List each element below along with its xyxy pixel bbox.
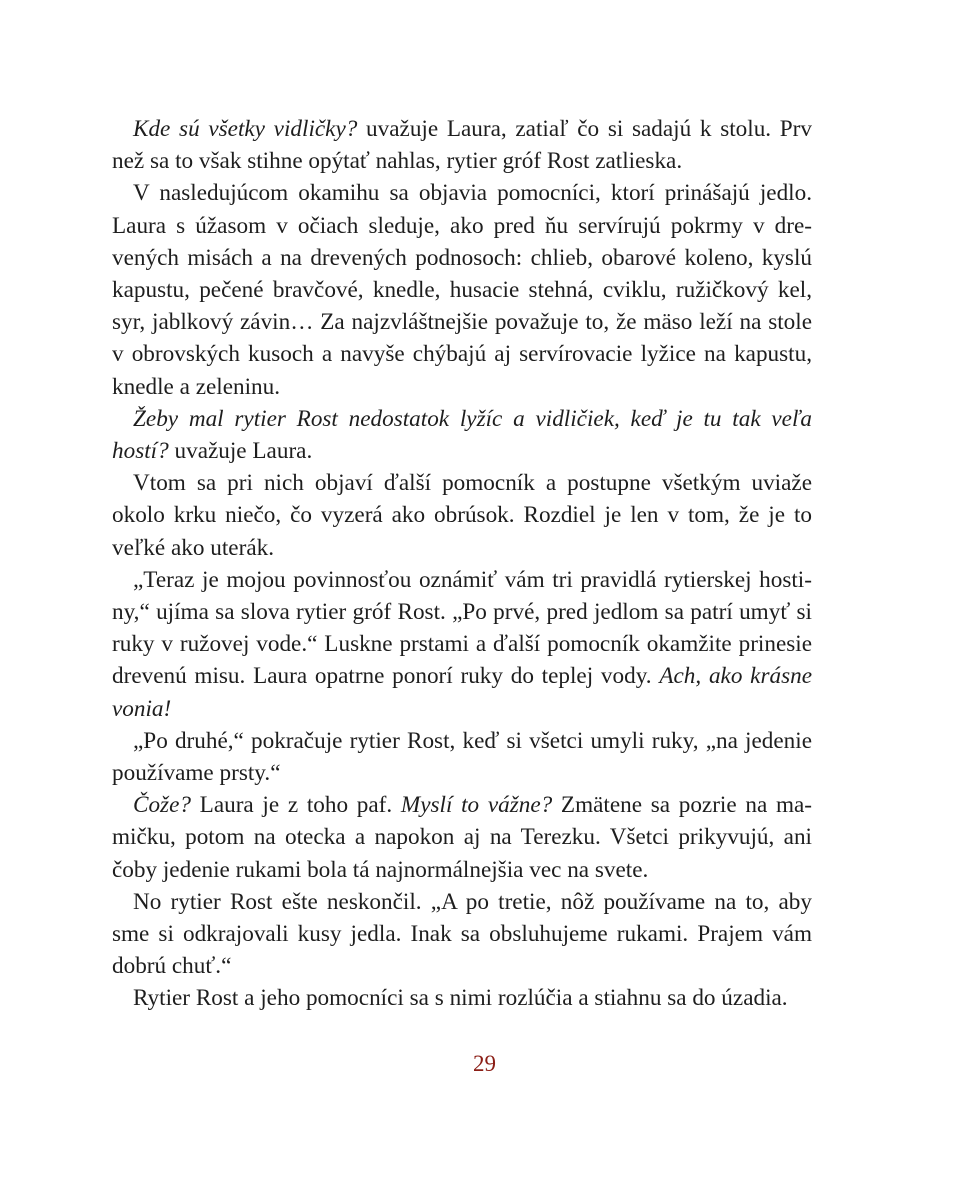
paragraph-2: [112, 177, 812, 402]
paragraph-3: [112, 403, 812, 467]
paragraph-5: [112, 564, 812, 725]
paragraph-text: „Teraz je mojou povinnosťou oznámiť vám tri pravidlá rytierskej hostiny,“ ujíma sa slova rytier gróf Rost. „Po prvé, pred jedlom sa patrí umyť si ruky v ružovej vode.“ Luskne prstami a ďalší pomocník okamžite prinesie drevenú misu. Laura opatrne ponorí ruky do teplej vody.: [112, 566, 812, 690]
paragraph-1: [112, 113, 812, 177]
page-number: 29: [473, 1051, 496, 1076]
inner-thought: Žeby mal rytier Rost nedostatok lyžíc a vidličiek, keď je tu tak veľa hostí?: [112, 405, 812, 465]
paragraph-text: Rytier Rost a jeho pomocníci sa s nimi rozlúčia a stiahnu sa do úzadia.: [133, 985, 788, 1012]
inner-thought: Kde sú všetky vidličky?: [133, 116, 358, 142]
paragraph-6: [112, 725, 812, 789]
paragraph-9: [112, 982, 812, 1014]
paragraph-4: [112, 467, 812, 564]
paragraph-text: V nasledujúcom okamihu sa objavia pomocníci, ktorí prinášajú jedlo. Laura s úžasom v očiach sleduje, ako pred ňu servírujú pokrmy v drevených misách a na drevených podnosoch: chlieb, obarové koleno, kyslú kapustu, pečené bravčové, knedle, husacie stehná, cviklu, ružičkový kel, syr, jablkový závin… Za najzvláštnejšie považuje to, že mäso leží na stole v obrovských kusoch a navyše chýbajú aj servírovacie lyžice na kapustu, knedle a zeleninu.: [112, 180, 812, 400]
paragraph-text: Vtom sa pri nich objaví ďalší pomocník a postupne všetkým uviaže okolo krku niečo, čo vyzerá ako obrúsok. Rozdiel je len v tom, že je to veľké ako uterák.: [112, 470, 812, 561]
paragraph-text: No rytier Rost ešte neskončil. „A po tretie, nôž používame na to, aby sme si odkrajovali kusy jedla. Inak sa obsluhujeme rukami. Prajem vám dobrú chuť.“: [112, 888, 812, 980]
paragraph-text: „Po druhé,“ pokračuje rytier Rost, keď si všetci umyli ruky, „na jedenie používame prsty.“: [112, 727, 812, 787]
paragraph-text: uvažuje Laura, zatiaľ čo si sadajú k stolu. Prv než sa to však stihne opýtať nahlas, rytier gróf Rost zatlieska.: [112, 116, 812, 175]
paragraph-7: [112, 789, 812, 886]
paragraph-8: [112, 886, 812, 983]
inner-thought: Čože?: [133, 792, 191, 819]
paragraph-text: Laura je z toho paf.: [190, 792, 401, 819]
inner-thought: Myslí to vážne?: [400, 792, 553, 819]
inner-thought: Ach, ako krásne vonia!: [112, 663, 812, 722]
paragraph-text: Zmätene sa pozrie na mamičku, potom na otecka a napokon aj na Terezku. Všetci prikyvujú, ani čoby jedenie rukami bola tá najnormálnejšia vec na svete.: [112, 792, 813, 883]
page-body: [112, 113, 812, 1015]
paragraph-text: uvažuje Laura.: [168, 438, 313, 465]
